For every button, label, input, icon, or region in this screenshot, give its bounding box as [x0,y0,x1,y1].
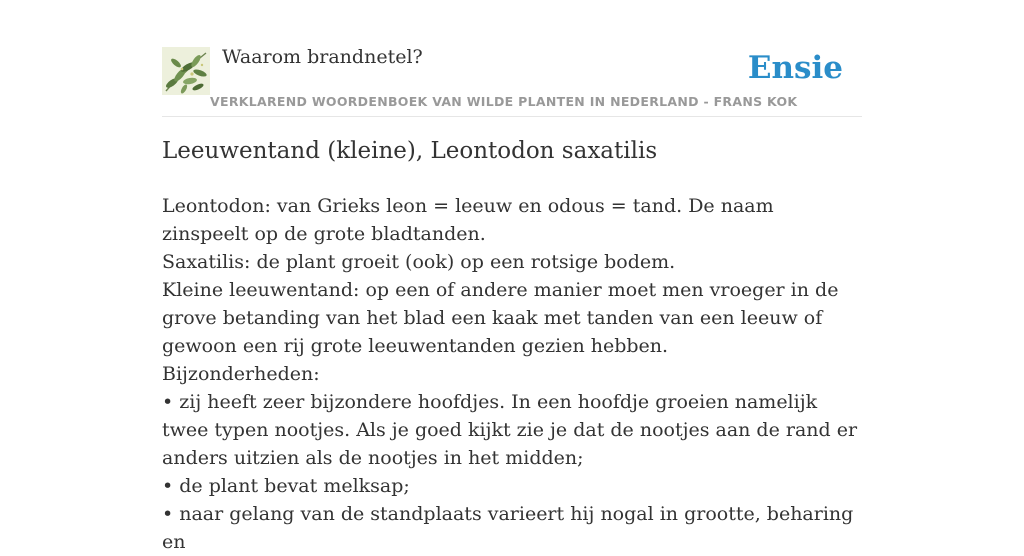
avatar[interactable] [162,47,210,95]
article-list-item: • naar gelang van de standplaats varieert hij nogal in grootte, beharing en [162,503,854,553]
dictionary-subtitle[interactable]: VERKLAREND WOORDENBOEK VAN WILDE PLANTEN IN NEDERLAND - FRANS KOK [210,94,798,109]
site-header [162,44,862,117]
article-list-item: • zij heeft zeer bijzondere hoofdjes. In een hoofdje groeien namelijk twee typen nootjes. Als je goed kijkt zie je dat de nootjes aan de rand er anders uitzien als de nootjes in het midden; [162,391,858,469]
article-paragraph: Saxatilis: de plant groeit (ook) op een rotsige bodem. [162,251,676,273]
article-paragraph: Kleine leeuwentand: op een of andere manier moet men vroeger in de grove betanding van het blad een kaak met tanden van een leeuw of gewoon een rij grote leeuwentanden gezien hebben. [162,279,839,357]
article-list-item: • de plant bevat melksap; [162,475,410,497]
site-title[interactable]: Waarom brandnetel? [222,46,423,68]
page-title: Leeuwentand (kleine), Leontodon saxatilis [162,138,658,164]
brand-logo[interactable]: Ensie [747,50,843,86]
article-body [162,192,866,556]
leaf-illustration-icon [162,47,210,95]
article-paragraph: Leontodon: van Grieks leon = leeuw en odous = tand. De naam zinspeelt op de grote bladtanden. [162,195,774,245]
article-paragraph: Bijzonderheden: [162,363,320,385]
